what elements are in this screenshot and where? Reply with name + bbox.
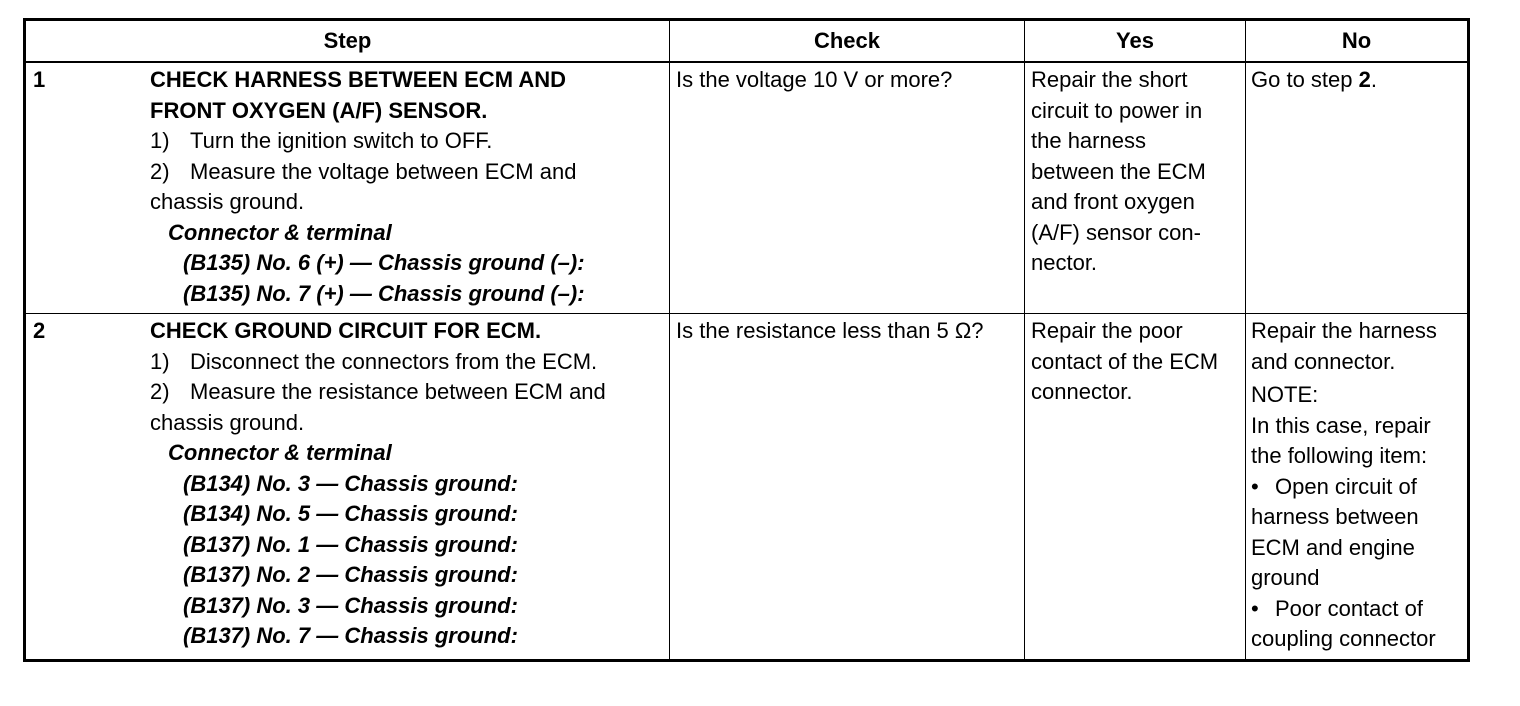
bullet-item (1251, 594, 1463, 625)
connector-item: (B137) No. 2 — Chassis ground: (183, 562, 518, 587)
sub-step-number: 1) (150, 348, 170, 374)
yes-line: contact of the ECM (1031, 348, 1219, 374)
sub-step (150, 126, 665, 157)
diagnostic-table (23, 18, 1470, 662)
yes-line: circuit to power in (1031, 97, 1203, 123)
yes-line: (A/F) sensor con- (1031, 219, 1201, 245)
step-title-line: FRONT OXYGEN (A/F) SENSOR. (150, 97, 488, 123)
no-line: and connector. (1251, 348, 1396, 374)
yes-cell (1025, 62, 1246, 314)
header-check: Check (670, 20, 1025, 63)
connector-item: (B137) No. 7 — Chassis ground: (183, 623, 518, 648)
header-step: Step (25, 20, 670, 63)
connector-item: (B137) No. 3 — Chassis ground: (183, 592, 518, 618)
note-label: NOTE: (1251, 382, 1319, 407)
table-row (25, 314, 1469, 661)
no-text: Go to step (1251, 67, 1359, 92)
yes-line: Repair the short (1031, 67, 1188, 92)
connector-item: (B137) No. 1 — Chassis ground: (183, 531, 518, 557)
connector-item: (B135) No. 6 (+) — Chassis ground (–): (183, 250, 585, 275)
bullet-text: Poor contact of (1275, 595, 1423, 621)
sub-step-number: 2) (150, 379, 170, 404)
bullet-continuation: coupling connector (1251, 626, 1436, 651)
check-cell: Is the resistance less than 5 Ω? (670, 314, 1025, 661)
connector-label: Connector & terminal (168, 440, 392, 465)
note-line: In this case, repair (1251, 412, 1431, 438)
step-body (150, 65, 665, 309)
check-cell: Is the voltage 10 V or more? (670, 62, 1025, 314)
step-title-line: CHECK GROUND CIRCUIT FOR ECM. (150, 318, 542, 343)
sub-step (150, 347, 665, 378)
connector-item: (B134) No. 3 — Chassis ground: (183, 470, 518, 496)
note-line: the following item: (1251, 443, 1428, 468)
sub-step-continuation: chassis ground. (150, 409, 305, 435)
yes-line: connector. (1031, 379, 1133, 404)
no-cell (1246, 314, 1469, 661)
sub-step (150, 377, 665, 408)
step-body (150, 316, 665, 652)
sub-step-text: Turn the ignition switch to OFF. (190, 128, 493, 153)
no-cell (1246, 62, 1469, 314)
header-row (25, 20, 1469, 63)
bullet-continuation: ECM and engine (1251, 534, 1415, 560)
no-line: Repair the harness (1251, 318, 1437, 343)
connector-item: (B134) No. 5 — Chassis ground: (183, 501, 518, 526)
yes-line: the harness (1031, 128, 1146, 153)
bullet-continuation: harness between (1251, 504, 1419, 529)
connector-item: (B135) No. 7 (+) — Chassis ground (–): (183, 280, 585, 306)
bullet-icon: • (1251, 595, 1259, 621)
yes-cell (1025, 314, 1246, 661)
connector-label: Connector & terminal (168, 219, 392, 245)
sub-step (150, 157, 665, 188)
yes-line: Repair the poor (1031, 318, 1183, 343)
yes-line: between the ECM (1031, 158, 1206, 184)
step-number: 1 (33, 67, 46, 92)
sub-step-number: 2) (150, 158, 170, 184)
bullet-item (1251, 472, 1463, 503)
next-step-number: 2 (1358, 67, 1371, 92)
sub-step-text: Measure the resistance between ECM and (190, 379, 606, 404)
sub-step-text: Disconnect the connectors from the ECM. (190, 348, 598, 374)
sub-step-text: Measure the voltage between ECM and (190, 158, 577, 184)
header-yes: Yes (1025, 20, 1246, 63)
step-number: 2 (33, 318, 46, 343)
sub-step-continuation: chassis ground. (150, 189, 305, 214)
table-row (25, 62, 1469, 314)
sub-step-number: 1) (150, 128, 170, 153)
bullet-icon: • (1251, 473, 1259, 499)
step-cell (25, 62, 670, 314)
header-no: No (1246, 20, 1469, 63)
step-title-line: CHECK HARNESS BETWEEN ECM AND (150, 67, 566, 92)
no-suffix: . (1370, 67, 1377, 92)
yes-line: and front oxygen (1031, 189, 1195, 214)
step-cell (25, 314, 670, 661)
bullet-text: Open circuit of (1275, 473, 1417, 499)
bullet-continuation: ground (1251, 565, 1320, 590)
yes-line: nector. (1031, 250, 1098, 275)
